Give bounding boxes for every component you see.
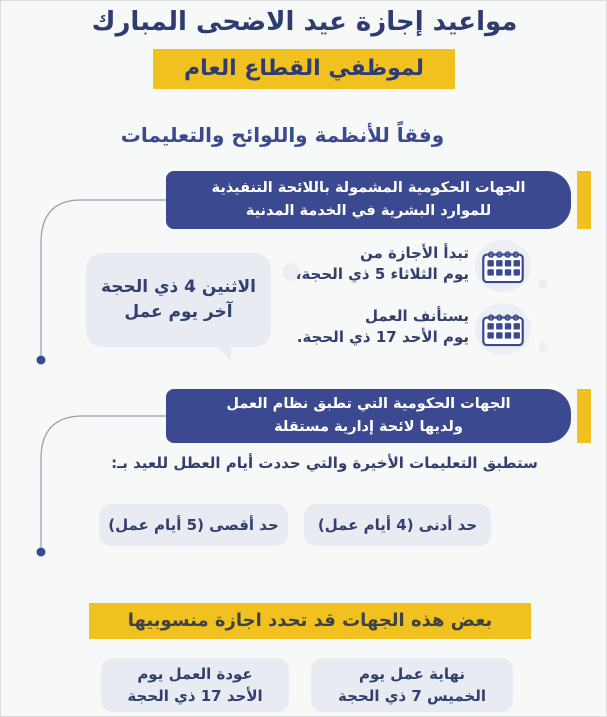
section1-banner — [166, 171, 571, 229]
last-workday-bubble — [86, 253, 271, 347]
decorative-dot — [538, 279, 548, 289]
vacation-start-text — [291, 243, 469, 285]
section1-banner-line2: للموارد البشرية في الخدمة المدنية — [245, 203, 492, 219]
work-resume-text — [291, 306, 469, 348]
bubble-tail — [216, 345, 231, 361]
calendar-icon — [481, 311, 525, 348]
section3-yellow-banner: بعض هذه الجهات قد تحدد اجازة منسوبيها — [89, 603, 531, 639]
work-resume-line1: يستأنف العمل — [364, 307, 469, 325]
section2-yellow-accent-bar — [577, 389, 591, 443]
work-return-line2: الأحد 17 ذي الحجة — [127, 687, 263, 705]
section2-banner-line2: ولديها لائحة إدارية مستقلة — [274, 419, 463, 435]
calendar-blob — [475, 240, 531, 292]
section1-yellow-accent-bar — [577, 171, 591, 229]
section1-banner-line1: الجهات الحكومية المشمولة باللائحة التنفيذية — [211, 180, 526, 196]
max-days-pill: حد أقصى (5 أيام عمل) — [99, 504, 288, 546]
vacation-start-line2: يوم الثلاثاء 5 ذي الحجة، — [295, 265, 469, 283]
page-title: مواعيد إجازة عيد الاضحى المبارك — [91, 7, 518, 37]
page-subtitle-badge: لموظفي القطاع العام — [153, 49, 455, 89]
bubble-line1: الاثنين 4 ذي الحجة — [101, 277, 256, 297]
calendar-blob — [475, 303, 531, 355]
work-end-pill — [311, 658, 513, 712]
instructions-note: ستطبق التعليمات الأخيرة والتي حددت أيام العطل للعيد بـ: — [111, 454, 538, 472]
bubble-line2: آخر يوم عمل — [124, 302, 233, 322]
min-days-pill: حد أدنى (4 أيام عمل) — [304, 504, 491, 546]
work-end-line1: نهاية عمل يوم — [358, 665, 466, 683]
work-return-line1: عودة العمل يوم — [137, 665, 253, 683]
section2-banner — [166, 389, 571, 443]
decorative-dot — [538, 342, 548, 352]
vacation-start-line1: تبدأ الأجازة من — [359, 244, 469, 262]
work-resume-line2: يوم الأحد 17 ذي الحجة. — [296, 328, 469, 346]
calendar-icon — [481, 248, 525, 285]
work-end-line2: الخميس 7 ذي الحجة — [337, 687, 487, 705]
section2-banner-line1: الجهات الحكومية التي تطبق نظام العمل — [226, 396, 511, 412]
intro-heading: وفقاً للأنظمة واللوائح والتعليمات — [120, 123, 445, 147]
work-return-pill — [101, 658, 289, 712]
